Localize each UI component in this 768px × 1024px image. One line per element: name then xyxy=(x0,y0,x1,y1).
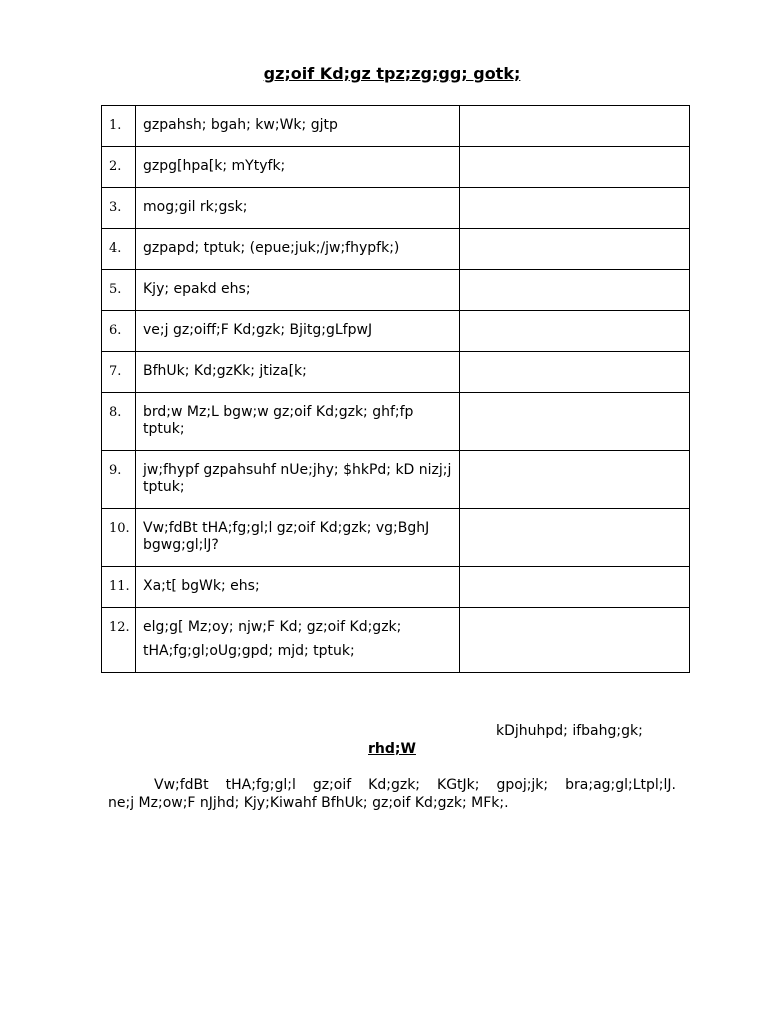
row-label xyxy=(136,229,460,270)
row-label xyxy=(136,393,460,451)
certificate-line-1: Vw;fdBt tHA;fg;gl;l gz;oif Kd;gzk; KGtJk; gpoj;jk; bra;ag;gl;Ltpl;lJ. xyxy=(154,777,676,793)
row-label xyxy=(136,106,460,147)
advance-request-table xyxy=(101,105,690,673)
row-label-text: gzpg[hpa[k; mYtyfk; xyxy=(143,158,286,174)
row-label xyxy=(136,451,460,509)
form-row xyxy=(102,451,690,509)
row-label xyxy=(136,188,460,229)
row-label-text: Vw;fdBt tHA;fg;gl;l gz;oif Kd;gzk; vg;BghJ bgwg;gl;lJ? xyxy=(143,520,430,553)
row-value-field[interactable] xyxy=(460,608,690,673)
row-value-field[interactable] xyxy=(460,451,690,509)
row-value-field[interactable] xyxy=(460,106,690,147)
row-number: 9. xyxy=(102,451,136,509)
form-row xyxy=(102,270,690,311)
row-value-field[interactable] xyxy=(460,567,690,608)
form-row xyxy=(102,147,690,188)
certificate-text xyxy=(108,776,676,812)
row-value-field[interactable] xyxy=(460,311,690,352)
row-label xyxy=(136,352,460,393)
row-label xyxy=(136,567,460,608)
row-number: 12. xyxy=(102,608,136,673)
row-label-text: gzpahsh; bgah; kw;Wk; gjtp xyxy=(143,117,338,133)
row-label-text: ve;j gz;oiff;F Kd;gzk; Bjitg;gLfpwJ xyxy=(143,322,373,338)
form-rows xyxy=(102,106,690,673)
form-row xyxy=(102,608,690,673)
signature-label: kDjhuhpd; ifbahg;gk; xyxy=(496,723,643,739)
row-label xyxy=(136,311,460,352)
row-value-field[interactable] xyxy=(460,147,690,188)
row-value-field[interactable] xyxy=(460,393,690,451)
row-value-field[interactable] xyxy=(460,229,690,270)
row-label-text: brd;w Mz;L bgw;w gz;oif Kd;gzk; ghf;fp tptuk; xyxy=(143,404,414,437)
certificate-heading: rhd;W xyxy=(368,741,416,757)
form-row xyxy=(102,229,690,270)
certificate-line-2: ne;j Mz;ow;F nJjhd; Kjy;Kiwahf BfhUk; gz;oif Kd;gzk; MFk;. xyxy=(108,795,509,811)
row-number: 1. xyxy=(102,106,136,147)
row-value-field[interactable] xyxy=(460,270,690,311)
form-row xyxy=(102,106,690,147)
form-row xyxy=(102,352,690,393)
row-label-text: elg;g[ Mz;oy; njw;F Kd; gz;oif Kd;gzk; tHA;fg;gl;oUg;gpd; mjd; tptuk; xyxy=(143,619,402,659)
row-label-text: Kjy; epakd ehs; xyxy=(143,281,251,297)
row-label xyxy=(136,147,460,188)
form-row xyxy=(102,393,690,451)
row-number: 3. xyxy=(102,188,136,229)
row-number: 8. xyxy=(102,393,136,451)
row-number: 5. xyxy=(102,270,136,311)
row-label xyxy=(136,608,460,673)
row-number: 10. xyxy=(102,509,136,567)
row-label-text: Xa;t[ bgWk; ehs; xyxy=(143,578,260,594)
row-label xyxy=(136,270,460,311)
row-label-text: jw;fhypf gzpahsuhf nUe;jhy; $hkPd; kD nizj;j tptuk; xyxy=(143,462,452,495)
row-value-field[interactable] xyxy=(460,352,690,393)
row-label-text: BfhUk; Kd;gzKk; jtiza[k; xyxy=(143,363,307,379)
row-number: 2. xyxy=(102,147,136,188)
row-label xyxy=(136,509,460,567)
document-title: gz;oif Kd;gz tpz;zg;gg; gotk; xyxy=(263,64,521,83)
row-label-text: mog;gil rk;gsk; xyxy=(143,199,248,215)
form-row xyxy=(102,311,690,352)
row-value-field[interactable] xyxy=(460,188,690,229)
form-row xyxy=(102,188,690,229)
form-row xyxy=(102,567,690,608)
form-row xyxy=(102,509,690,567)
row-value-field[interactable] xyxy=(460,509,690,567)
row-number: 6. xyxy=(102,311,136,352)
row-number: 7. xyxy=(102,352,136,393)
row-number: 11. xyxy=(102,567,136,608)
row-label-text: gzpapd; tptuk; (epue;juk;/jw;fhypfk;) xyxy=(143,240,400,256)
row-number: 4. xyxy=(102,229,136,270)
